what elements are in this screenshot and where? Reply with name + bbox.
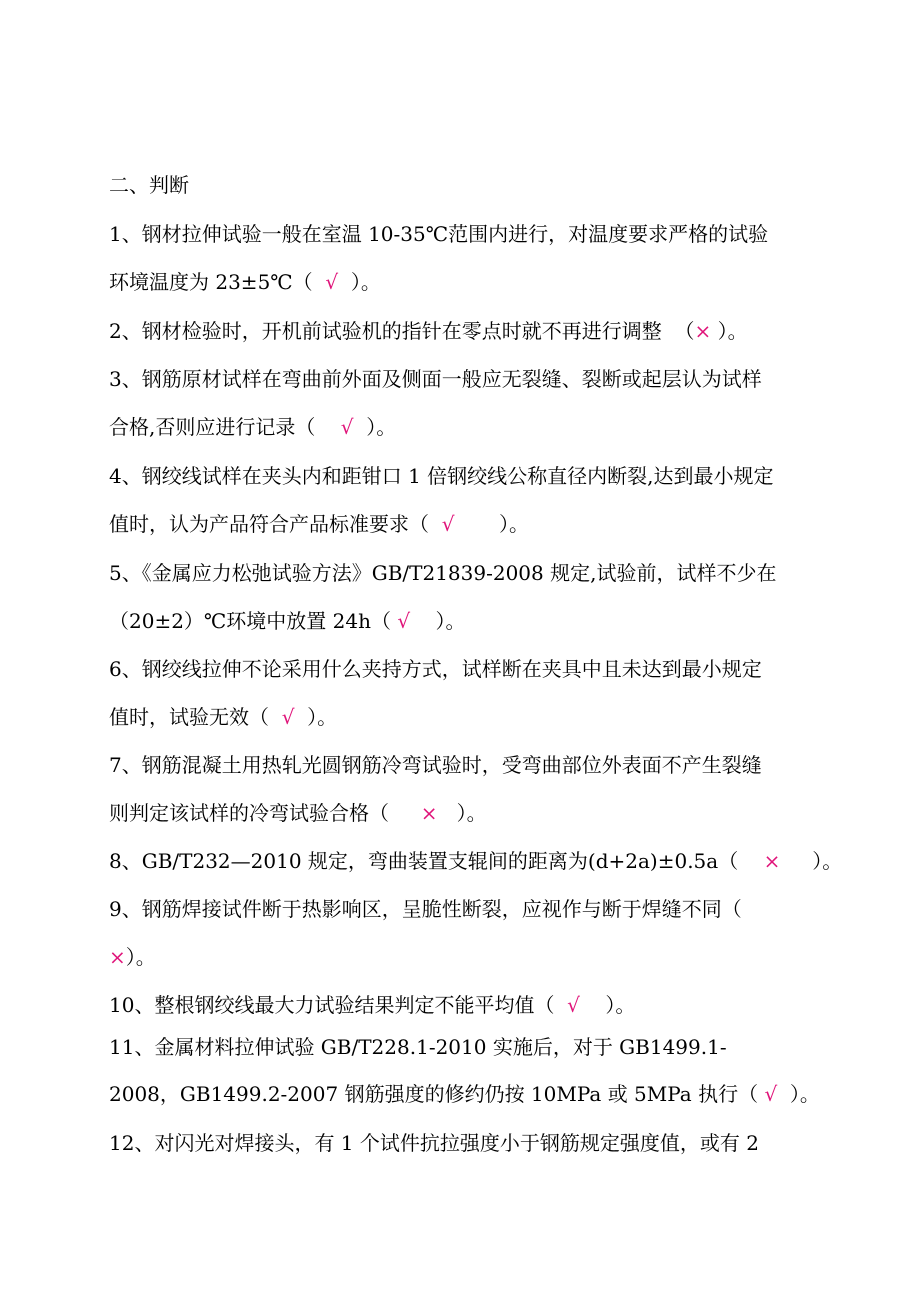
cross-mark: × (763, 849, 781, 873)
line-text: 10、整根钢绞线最大力试验结果判定不能平均值（ (109, 993, 568, 1017)
line-text: ）。 (454, 512, 529, 536)
line-text: ）。 (437, 801, 487, 825)
item-5-line-1 (109, 560, 776, 586)
item-10-line-1 (109, 992, 635, 1018)
check-mark: √ (764, 1082, 778, 1106)
check-mark: √ (340, 415, 354, 439)
line-text: 值时，试验无效（ (109, 705, 282, 729)
line-text: 值时，认为产品符合产品标准要求（ (109, 512, 442, 536)
line-text: ）。 (294, 705, 338, 729)
item-11-line-2 (109, 1081, 820, 1107)
line-text: ）。 (410, 609, 466, 633)
check-mark: √ (281, 705, 295, 729)
item-8-line-1 (109, 848, 842, 874)
item-3-line-1 (109, 366, 762, 392)
section-title: 二、判断 (109, 173, 189, 197)
line-text: 1、钢材拉伸试验一般在室温 10-35℃范围内进行，对温度要求严格的试验 (109, 222, 769, 246)
line-text: ）。 (338, 270, 381, 294)
item-6-line-1 (109, 656, 762, 682)
line-text: （20±2）℃环境中放置 24h（ (109, 609, 398, 633)
line-text: ）。 (579, 993, 636, 1017)
line-text: 11、金属材料拉伸试验 GB/T228.1-2010 实施后，对于 GB1499.1- (109, 1035, 727, 1059)
item-9-line-1 (109, 896, 742, 922)
item-4-line-2 (109, 511, 529, 537)
check-mark: √ (567, 993, 580, 1017)
line-text: 2008，GB1499.2-2007 钢筋强度的修约仍按 10MPa 或 5MPa 执行（ (109, 1082, 765, 1106)
item-6-line-2 (109, 704, 337, 730)
line-text: 8、GB/T232—2010 规定，弯曲装置支辊间的距离为(d+2a)±0.5a（ (109, 849, 764, 873)
line-text: 4、钢绞线试样在夹头内和距钳口 1 倍钢绞线公称直径内断裂,达到最小规定 (109, 464, 774, 488)
line-text: 2、钢材检验时，开机前试验机的指针在零点时就不再进行调整 （ (109, 319, 695, 343)
line-text: ）。 (780, 849, 843, 873)
check-mark: √ (325, 270, 339, 294)
cross-mark: × (694, 319, 712, 343)
line-text: ）。 (777, 1082, 820, 1106)
cross-mark: × (420, 801, 438, 825)
item-7-line-1 (109, 752, 762, 778)
line-text: 环境温度为 23±5℃（ (109, 270, 326, 294)
item-7-line-2 (109, 800, 487, 826)
line-text: 6、钢绞线拉伸不论采用什么夹持方式，试样断在夹具中且未达到最小规定 (109, 657, 762, 681)
line-text: 12、对闪光对焊接头，有 1 个试件抗拉强度小于钢筋规定强度值，或有 2 (109, 1131, 759, 1155)
line-text: ）。 (353, 415, 397, 439)
line-text: ）。 (711, 319, 748, 343)
item-9-line-2 (109, 944, 156, 970)
item-1-line-1 (109, 221, 768, 247)
check-mark: √ (441, 512, 455, 536)
item-12-line-1 (109, 1130, 759, 1156)
item-3-line-2 (109, 414, 396, 440)
item-5-line-2 (109, 608, 466, 634)
line-text: ）。 (125, 945, 156, 969)
item-11-line-1 (109, 1034, 727, 1060)
line-text: 合格,否则应进行记录（ (109, 415, 341, 439)
item-1-line-2 (109, 269, 381, 295)
item-2-line-1 (109, 318, 748, 344)
check-mark: √ (397, 609, 411, 633)
line-text: 7、钢筋混凝土用热轧光圆钢筋冷弯试验时，受弯曲部位外表面不产生裂缝 (109, 753, 762, 777)
line-text: 9、钢筋焊接试件断于热影响区，呈脆性断裂，应视作与断于焊缝不同（ (109, 897, 742, 921)
cross-mark: × (109, 945, 126, 969)
item-4-line-1 (109, 463, 774, 489)
line-text: 5、《金属应力松弛试验方法》GB/T21839-2008 规定,试验前，试样不少在 (109, 561, 777, 585)
line-text: 3、钢筋原材试样在弯曲前外面及侧面一般应无裂缝、裂断或起层认为试样 (109, 367, 762, 391)
line-text: 则判定该试样的冷弯试验合格（ (109, 801, 421, 825)
